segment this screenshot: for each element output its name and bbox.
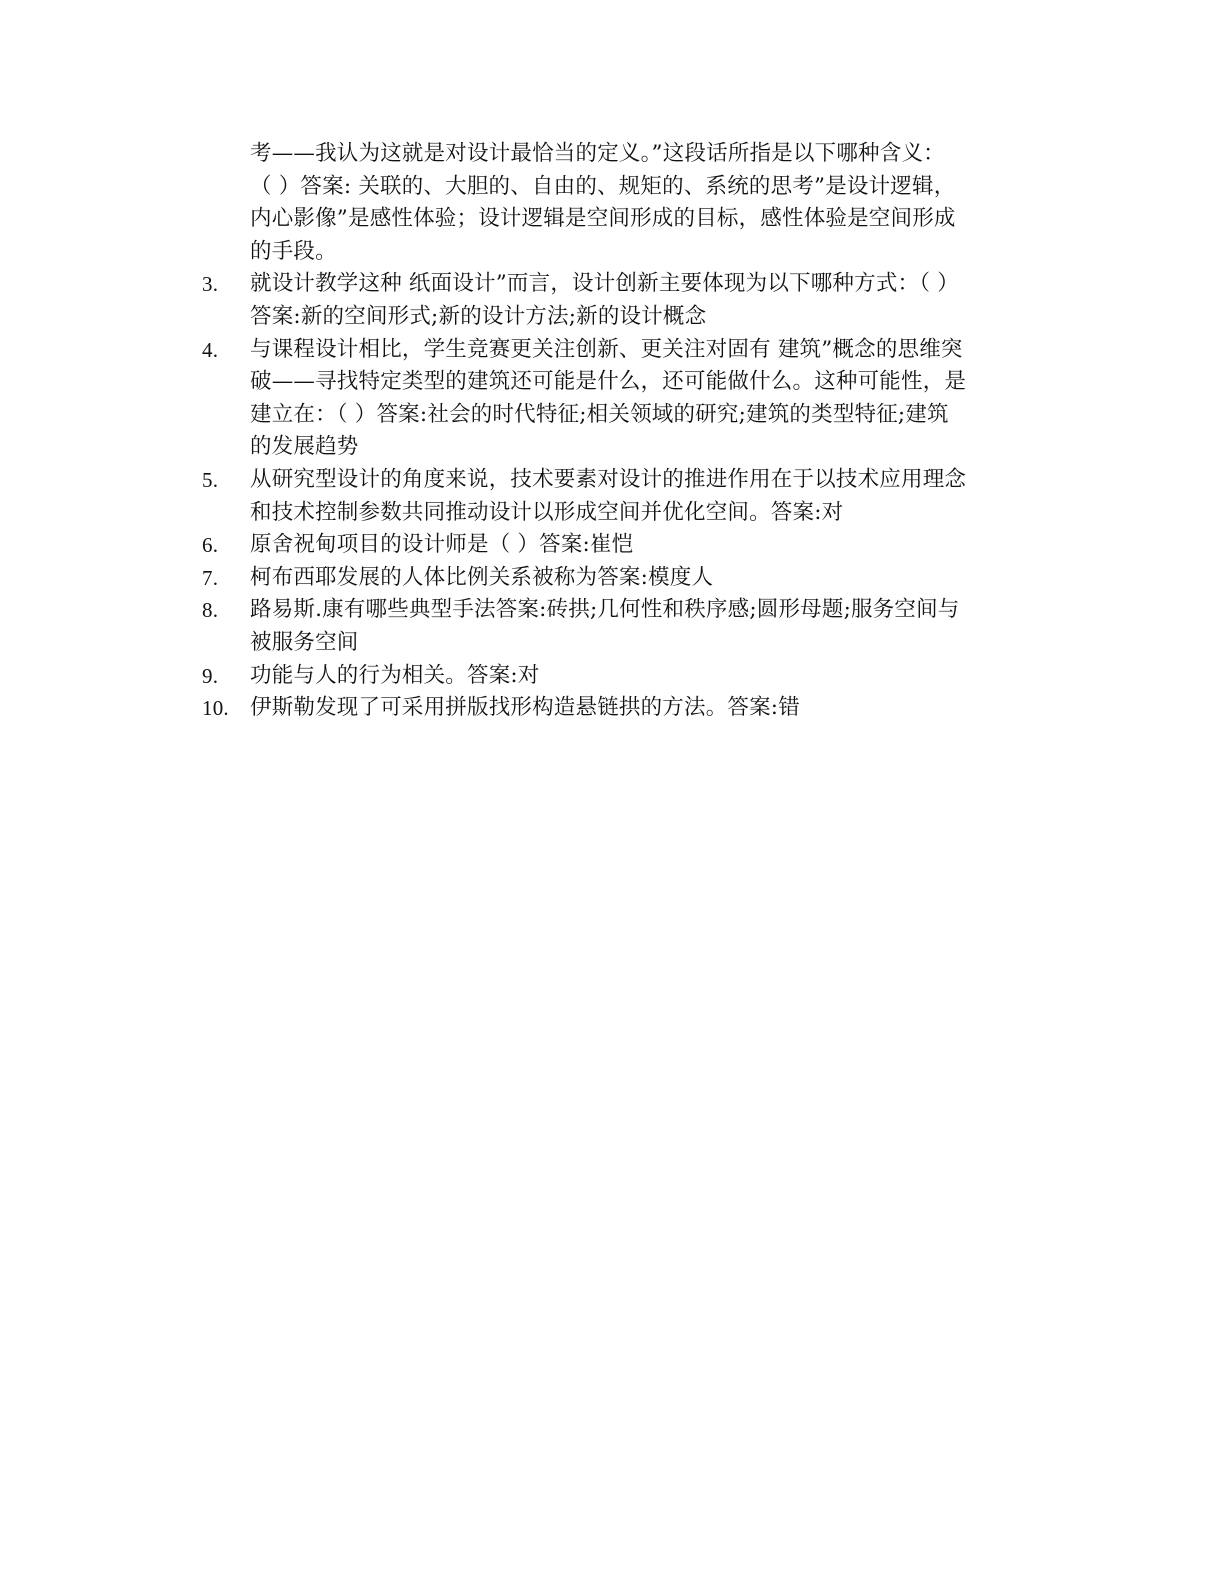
item-number: 5. — [202, 467, 219, 492]
item-line: 伊斯勒发现了可采用拼版找形构造悬链拱的方法。答案:错 — [250, 695, 800, 721]
item-line: 功能与人的行为相关。答案:对 — [250, 662, 540, 688]
list-item-6 — [0, 529, 1032, 562]
item-line: 就设计教学这种 纸面设计”而言，设计创新主要体现为以下哪种方式：（ ） — [250, 271, 959, 297]
item-number: 8. — [202, 598, 219, 623]
intro-line: （ ）答案: 关联的、大胆的、自由的、规矩的、系统的思考”是设计逻辑， — [250, 173, 956, 199]
list-item-5 — [0, 464, 1032, 529]
list-item-4 — [0, 334, 1032, 464]
item-line: 和技术控制参数共同推动设计以形成空间并优化空间。答案:对 — [250, 499, 844, 525]
item-line: 原舍祝甸项目的设计师是（ ）答案:崔恺 — [250, 532, 634, 558]
item-number: 6. — [202, 533, 219, 558]
list-item-10 — [0, 692, 1032, 725]
item-line: 从研究型设计的角度来说，技术要素对设计的推进作用在于以技术应用理念 — [250, 466, 967, 492]
item-line: 路易斯.康有哪些典型手法答案:砖拱;几何性和秩序感;圆形母题;服务空间与 — [250, 597, 960, 623]
item-number: 10. — [202, 696, 229, 721]
item-line: 答案:新的空间形式;新的设计方法;新的设计概念 — [250, 303, 707, 329]
list-item-7 — [0, 562, 1032, 595]
list-item-9 — [0, 660, 1032, 693]
intro-paragraph — [0, 138, 1032, 268]
question-list — [0, 138, 1224, 725]
intro-line: 考——我认为这就是对设计最恰当的定义。”这段话所指是以下哪种含义： — [250, 141, 945, 166]
item-number: 3. — [202, 272, 219, 297]
intro-line: 的手段。 — [250, 238, 337, 264]
item-line: 的发展趋势 — [250, 434, 359, 460]
item-line: 被服务空间 — [250, 629, 359, 655]
item-line: 破——寻找特定类型的建筑还可能是什么，还可能做什么。这种可能性，是 — [250, 369, 967, 395]
list-item-3 — [0, 268, 1032, 333]
list-item-8 — [0, 594, 1032, 659]
intro-line: 内心影像”是感性体验；设计逻辑是空间形成的目标，感性体验是空间形成 — [250, 206, 956, 232]
item-line: 柯布西耶发展的人体比例关系被称为答案:模度人 — [250, 564, 714, 590]
item-number: 9. — [202, 663, 219, 688]
item-line: 建立在：（ ）答案:社会的时代特征;相关领域的研究;建筑的类型特征;建筑 — [250, 401, 949, 427]
item-line: 与课程设计相比，学生竞赛更关注创新、更关注对固有 建筑”概念的思维突 — [250, 336, 963, 362]
item-number: 7. — [202, 565, 219, 590]
item-number: 4. — [202, 337, 219, 362]
